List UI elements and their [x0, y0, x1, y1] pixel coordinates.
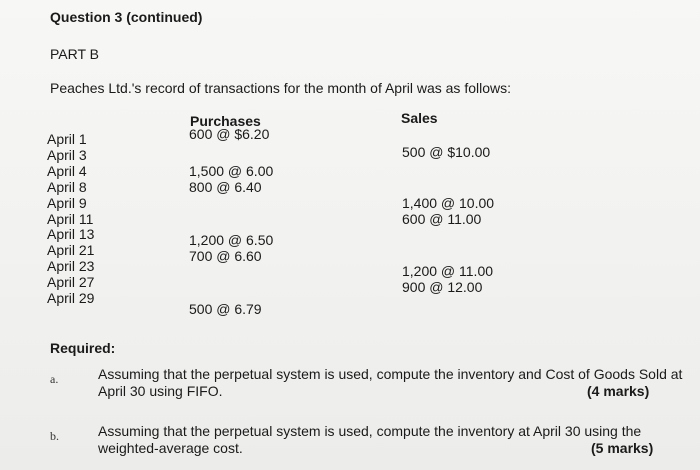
sale-cell: 900 @ 12.00: [402, 279, 483, 295]
date-cell: April 23: [47, 258, 95, 275]
sale-cell: 600 @ 11.00: [402, 211, 482, 227]
sale-cell: 500 @ $10.00: [402, 144, 491, 160]
date-cell: April 9: [47, 194, 87, 211]
purchase-cell: 1,200 @ 6.50: [189, 232, 274, 248]
item-b-letter: b.: [50, 429, 59, 443]
purchase-cell: 1,500 @ 6.00: [189, 163, 274, 179]
sale-cell: 1,200 @ 11.00: [402, 263, 494, 279]
item-a-text: Assuming that the perpetual system is used, compute the inventory and Cost of Goods Sold at April 30 using FIFO.: [98, 366, 683, 399]
sale-cell: 1,400 @ 10.00: [402, 195, 495, 211]
date-cell: April 4: [47, 162, 87, 179]
purchases-column-header: Purchases: [190, 113, 261, 129]
part-label: PART B: [50, 46, 100, 62]
date-cell: April 8: [47, 178, 87, 195]
item-a-letter: a.: [50, 372, 59, 386]
date-cell: April 11: [47, 210, 94, 227]
required-label: Required:: [50, 340, 116, 356]
date-cell: April 21: [47, 242, 95, 259]
date-cell: April 27: [47, 274, 95, 291]
date-cell: April 1: [47, 131, 87, 147]
sales-column-header: Sales: [401, 110, 438, 126]
item-a-marks: (4 marks): [587, 383, 650, 399]
item-b-text: Assuming that the perpetual system is used, compute the inventory at April 30 using the weighted-average cost.: [98, 423, 642, 456]
intro-text: Peaches Ltd.'s record of transactions for the month of April was as follows:: [50, 80, 512, 96]
purchase-cell: 700 @ 6.60: [189, 248, 262, 264]
date-cell: April 3: [47, 146, 87, 163]
question-heading: Question 3 (continued): [50, 9, 203, 25]
date-cell: April 13: [47, 226, 95, 243]
purchase-cell: 600 @ $6.20: [189, 126, 270, 142]
purchase-cell: 800 @ 6.40: [189, 179, 262, 195]
item-b-marks: (5 marks): [591, 440, 654, 456]
date-column: [47, 132, 94, 307]
date-cell: April 29: [47, 290, 95, 307]
purchase-cell: 500 @ 6.79: [189, 301, 262, 317]
